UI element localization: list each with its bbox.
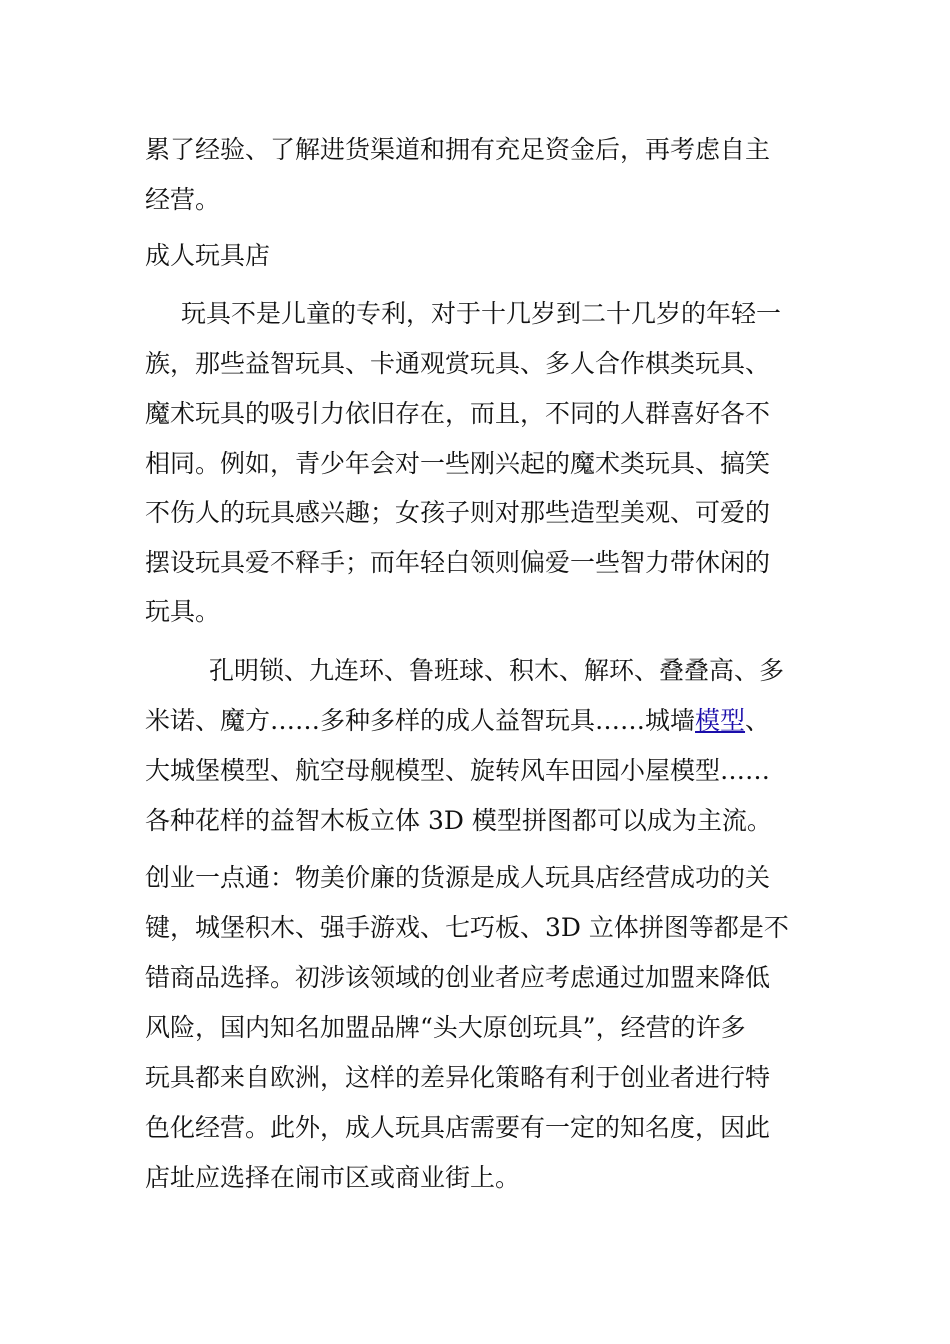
- paragraph-1-line: 相同。例如，青少年会对一些刚兴起的魔术类玩具、搞笑: [145, 449, 771, 478]
- paragraph-2-line: 孔明锁、九连环、鲁班球、积木、解环、叠叠高、多: [209, 656, 785, 685]
- paragraph-2-line: 大城堡模型、航空母舰模型、旋转风车田园小屋模型……: [145, 756, 771, 785]
- paragraph-1-line: 摆设玩具爱不释手；而年轻白领则偏爱一些智力带休闲的: [145, 548, 771, 577]
- paragraph-3-line: 色化经营。此外，成人玩具店需要有一定的知名度，因此: [145, 1113, 771, 1142]
- paragraph-1-line: 族，那些益智玩具、卡通观赏玩具、多人合作棋类玩具、: [145, 349, 771, 378]
- paragraph-1-line: 玩具不是儿童的专利，对于十几岁到二十几岁的年轻一: [181, 299, 782, 328]
- paragraph-1-line: 不伤人的玩具感兴趣；女孩子则对那些造型美观、可爱的: [145, 498, 771, 527]
- paragraph-3-line: 键，城堡积木、强手游戏、七巧板、3D 立体拼图等都是不: [145, 913, 789, 942]
- paragraph-3-line: 风险，国内知名加盟品牌“头大原创玩具”，经营的许多: [145, 1013, 746, 1042]
- paragraph-3-line: 创业一点通：物美价廉的货源是成人玩具店经营成功的关: [145, 863, 771, 892]
- model-link[interactable]: 模型: [695, 706, 746, 735]
- paragraph-2-text: 米诺、魔方……多种多样的成人益智玩具……城墙: [145, 706, 696, 735]
- intro-line: 经营。: [145, 185, 221, 214]
- paragraph-2-line: 各种花样的益智木板立体 3D 模型拼图都可以成为主流。: [145, 806, 772, 835]
- paragraph-3-line: 玩具都来自欧洲，这样的差异化策略有利于创业者进行特: [145, 1063, 771, 1092]
- paragraph-3-line: 错商品选择。初涉该领域的创业者应考虑通过加盟来降低: [145, 963, 771, 992]
- section-heading: 成人玩具店: [145, 241, 271, 270]
- intro-line: 累了经验、了解进货渠道和拥有充足资金后，再考虑自主: [145, 135, 771, 164]
- paragraph-1-line: 玩具。: [145, 597, 221, 626]
- paragraph-2-line: [145, 705, 770, 737]
- paragraph-2-text: 、: [745, 706, 771, 735]
- paragraph-1-line: 魔术玩具的吸引力依旧存在，而且，不同的人群喜好各不: [145, 399, 771, 428]
- paragraph-3-line: 店址应选择在闹市区或商业街上。: [145, 1163, 521, 1192]
